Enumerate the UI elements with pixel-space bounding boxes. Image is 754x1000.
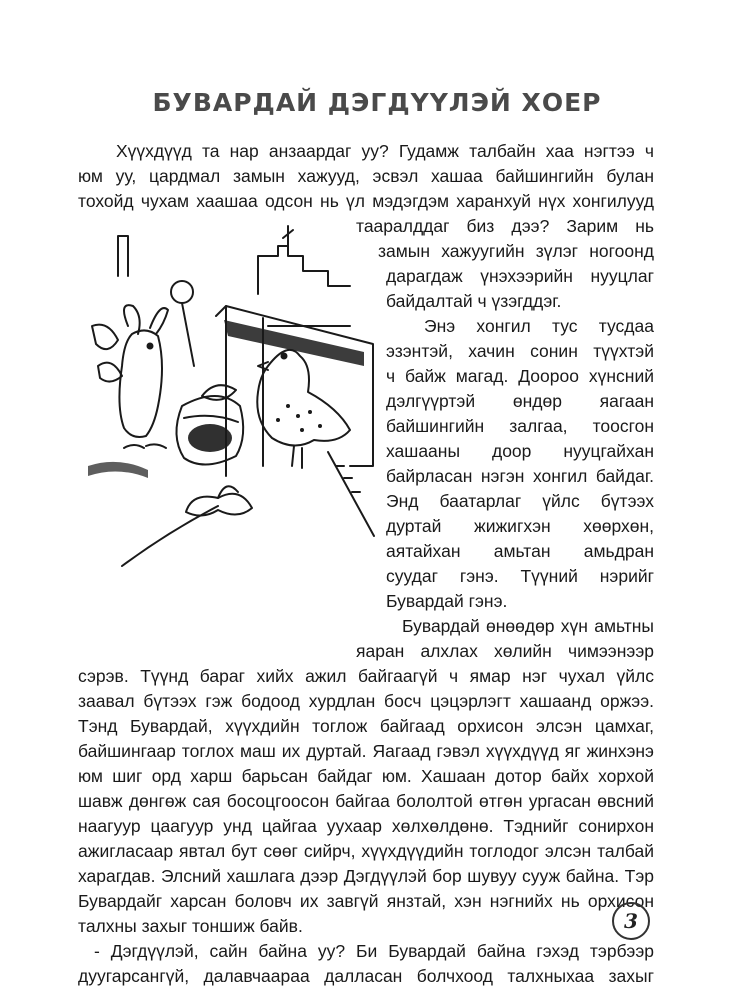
text-line: тохойд чухам хаашаа одсон нь үл мэдэгдэм харанхуй нүх хонгилууд — [78, 191, 654, 211]
text-line: Энд баатарлаг үйлс бүтээх — [386, 491, 654, 511]
text-line: байдалтай ч үзэгддэг. — [386, 291, 562, 311]
story-illustration — [88, 216, 380, 576]
text-line: сэрэв. Түүнд бараг хийх ажил байгаагүй ч ямар нэг чухал үйлс — [78, 666, 654, 686]
text-line: дарагдаж үнэхээрийн нууцлаг — [386, 266, 654, 286]
text-line: заавал бүтээх гэж бодоод хурдлан босч цэцэрлэгт хашаанд оржээ. — [78, 691, 654, 711]
text-line: байрласан нэгэн хонгил байдаг. — [386, 466, 654, 486]
text-line: харагдав. Элсний хашлага дээр Дэгдүүлэй бор шувуу сууж байна. Тэр — [78, 866, 654, 886]
text-line: юм уу, цардмал замын хажууд, эсвэл хашаа байшингийн булан — [78, 166, 654, 186]
text-line: эзэнтэй, хачин сонин түүхтэй — [386, 341, 654, 361]
text-line: Бувардай гэнэ. — [386, 591, 508, 611]
text-line: - Дэгдүүлэй, сайн байна уу? Би Бувардай байна гэхэд тэрбээр — [94, 941, 654, 961]
text-line: Бувардай өнөөдөр хүн амьтны — [402, 616, 654, 636]
story-title: БУВАРДАЙ ДЭГДҮҮЛЭЙ ХОЕР — [152, 88, 602, 117]
text-line: наагуур цаагуур унд цайгаа уухаар хөлхөлдөнө. Тэднийг сонирхон — [78, 816, 654, 836]
text-line: байшингаар тоглох маш их дуртай. Яагаад гэвэл хүүхдүүд яг жинхэнэ — [78, 741, 654, 761]
text-line: шавж дөнгөж сая босоцгоосон байгаа бололтой өтгөн ургасан өвсний — [78, 791, 654, 811]
text-line: Энэ хонгил тус тусдаа — [424, 316, 654, 336]
text-line: ч байж магад. Доороо хүнсний — [386, 366, 654, 386]
text-line: юм шиг орд харш барьсан байдаг юм. Хашаан дотор байх хорхой — [78, 766, 654, 786]
text-line: тааралддаг биз дээ? Зарим нь — [356, 216, 654, 236]
page-number: 3 — [612, 902, 650, 940]
text-line: суудаг гэнэ. Түүний нэрийг — [386, 566, 654, 586]
text-line: ажигласаар явтал бут сөөг сийрч, хүүхдүүдийн тоглодог элсэн талбай — [78, 841, 654, 861]
text-line: яаран алхлах хөлийн чимээнээр — [356, 641, 654, 661]
text-line: Тэнд Бувардай, хүүхдийн тоглож байгаад орхисон элсэн цамхаг, — [78, 716, 654, 736]
text-line: талхны захыг тоншиж байв. — [78, 916, 303, 936]
text-line: дэлгүүртэй өндөр яагаан — [386, 391, 654, 411]
text-line: аятайхан амьтан амьдран — [386, 541, 654, 561]
text-line: Хүүхдүүд та нар анзаардаг уу? Гудамж талбайн хаа нэгтээ ч — [116, 141, 654, 161]
text-line: хашааны доор нууцгайхан — [386, 441, 654, 461]
text-line: дуугарсангүй, далавчаараа далласан болчхоод талхныхаа захыг — [78, 966, 654, 986]
text-line: байшингийн залгаа, тоосгон — [386, 416, 654, 436]
text-line: замын хажуугийн зүлэг ногоонд — [378, 241, 654, 261]
text-line: дуртай жижигхэн хөөрхөн, — [386, 516, 654, 536]
text-line: Бувардайг харсан боловч их завгүй янзтай, хэн нэгнийх нь орхисон — [78, 891, 654, 911]
